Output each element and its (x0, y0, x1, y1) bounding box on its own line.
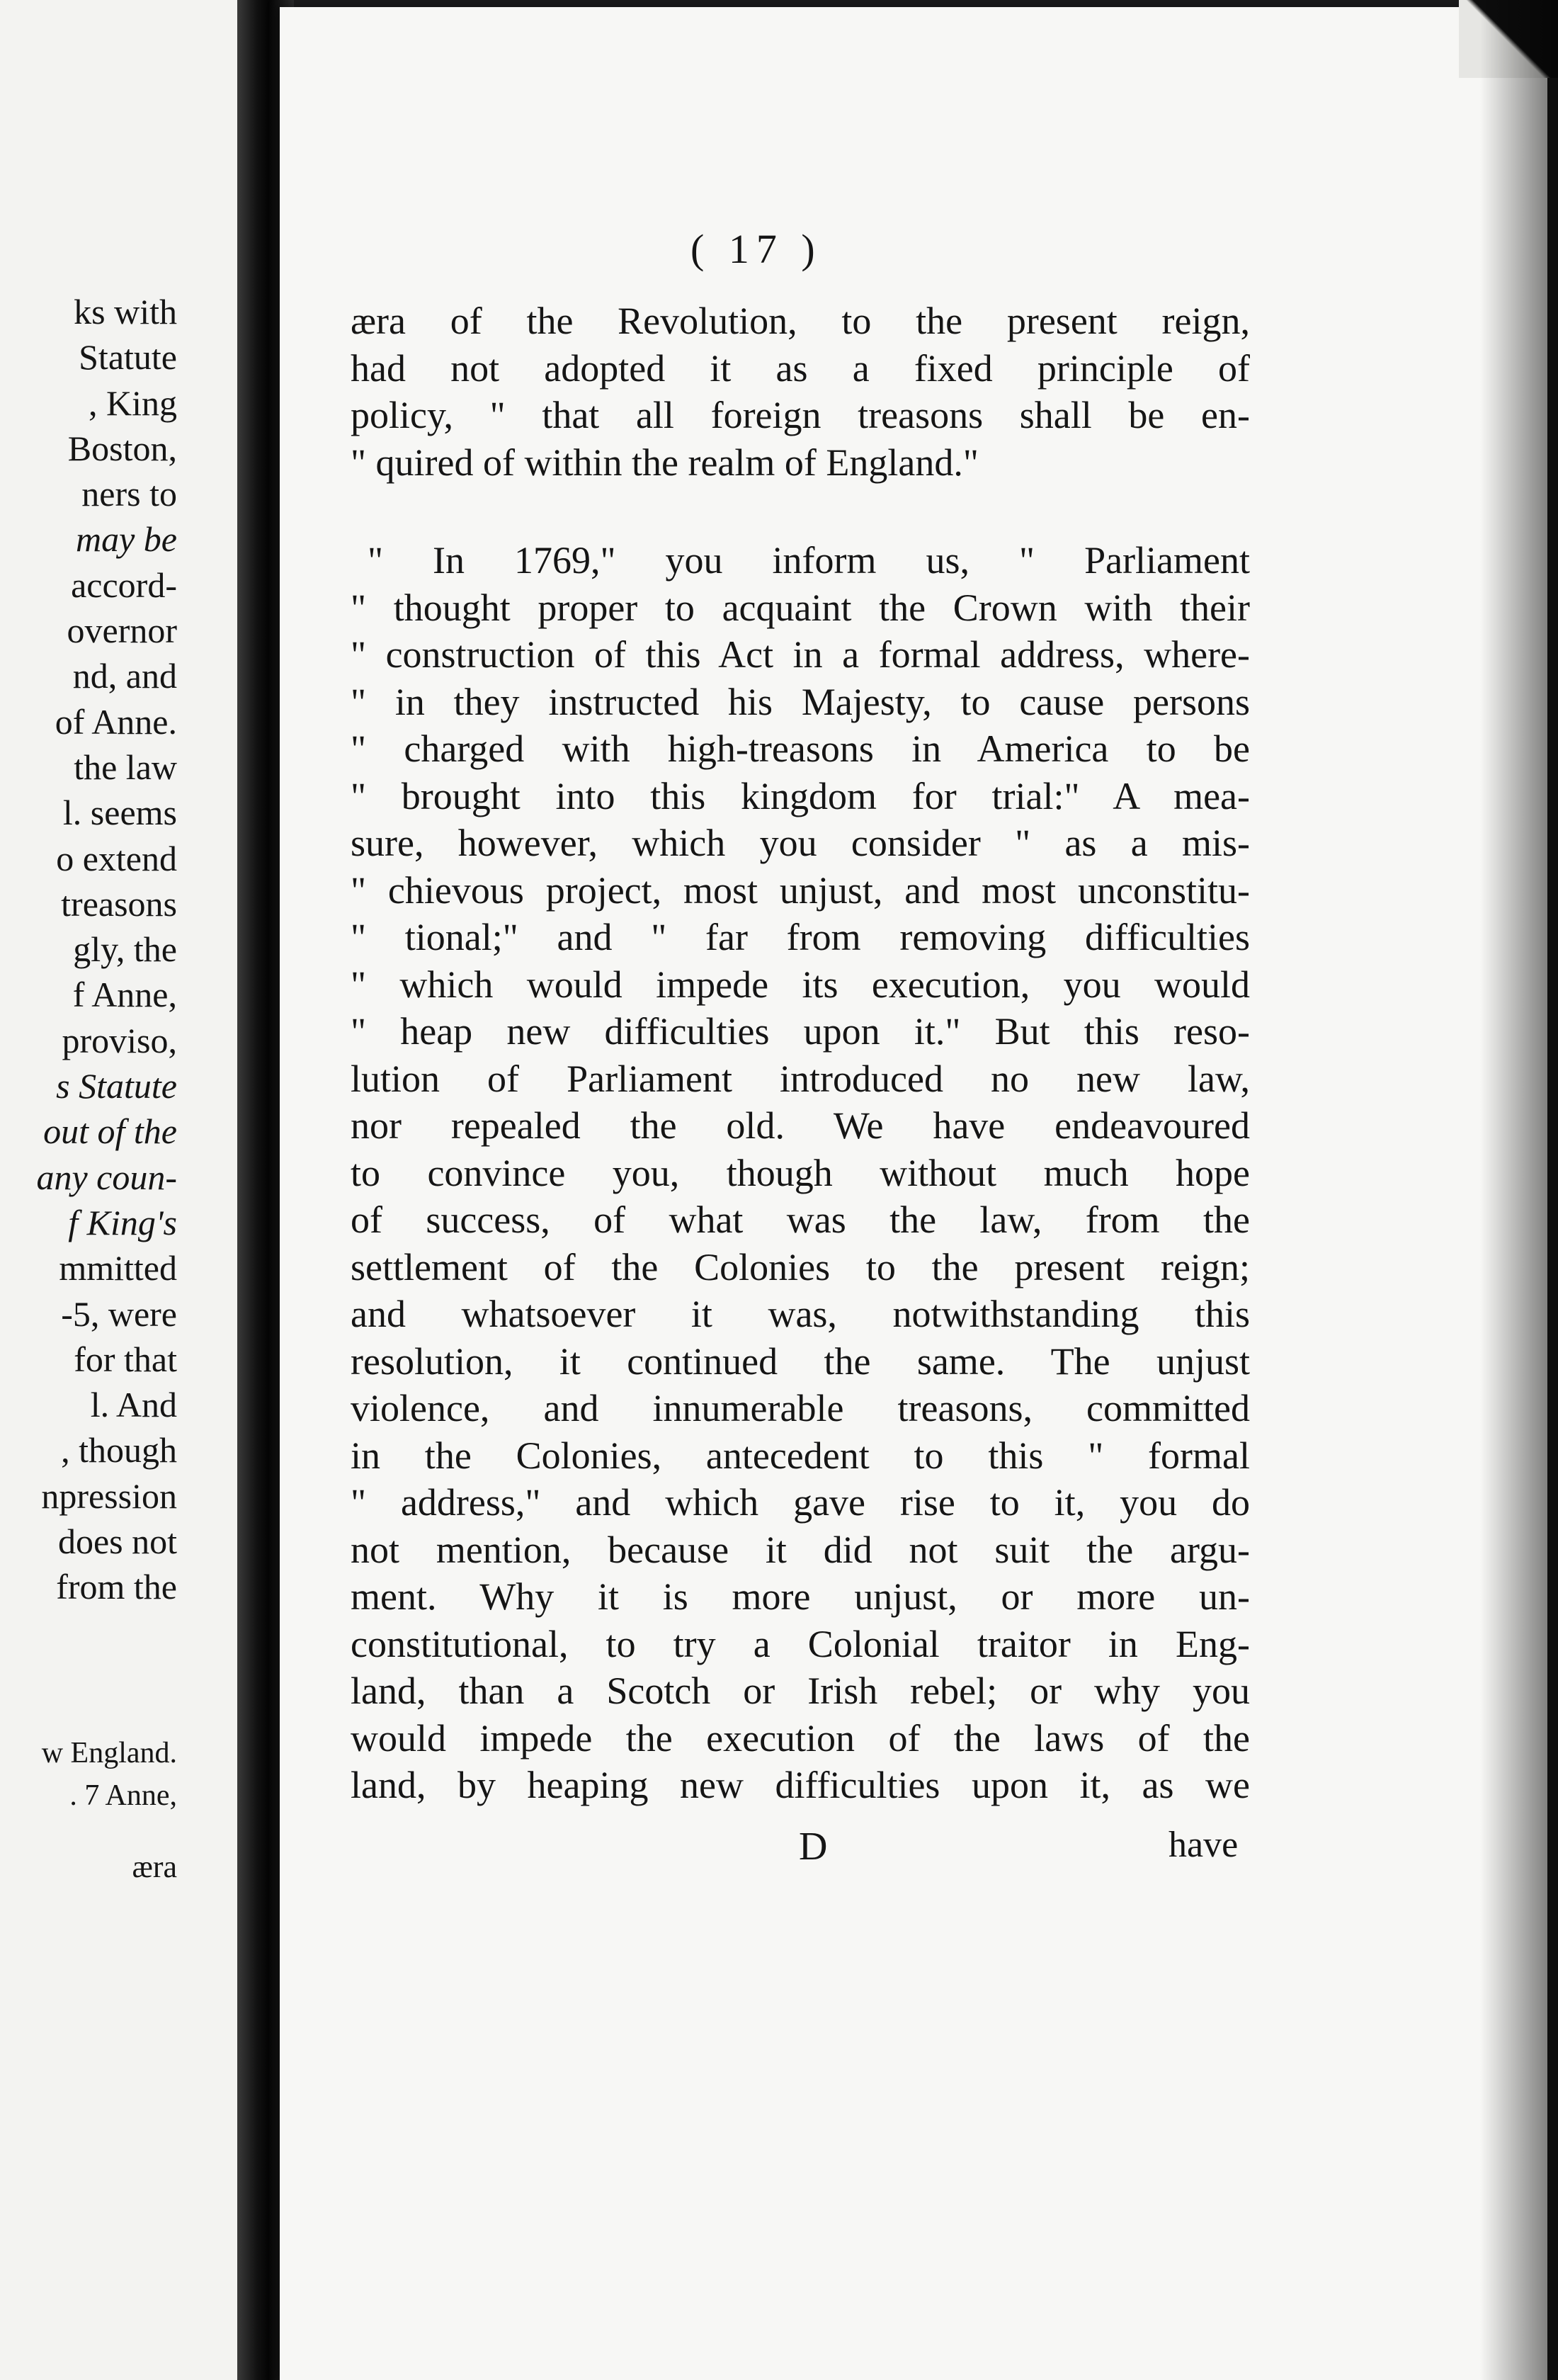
text-line: Statute (79, 337, 177, 378)
page-number: ( 17 ) (690, 226, 822, 272)
text-line: land, than a Scotch or Irish rebel; or why you (351, 1670, 1250, 1712)
text-line: accord- (71, 565, 177, 605)
text-line: ks with (74, 292, 177, 332)
text-line: would impede the execution of the laws of the (351, 1716, 1250, 1760)
footnote-line: w England. (41, 1737, 177, 1769)
text-line: and whatsoever it was, notwithstanding this (351, 1293, 1250, 1335)
text-line: overnor (67, 611, 177, 651)
signature-mark: D (799, 1825, 828, 1869)
text-line: had not adopted it as a fixed principle of (351, 346, 1250, 390)
left-page-footnotes (0, 1732, 177, 1817)
text-line: f Anne, (72, 975, 177, 1015)
text-line: , though (61, 1430, 177, 1470)
text-line (0, 1063, 177, 1109)
text-line (0, 1200, 177, 1245)
text-line: ment. Why it is more unjust, or more un- (351, 1575, 1250, 1618)
text-line: nd, and (72, 656, 177, 696)
text-line (0, 1155, 177, 1200)
text-line: Boston, (67, 428, 177, 468)
text-line: proviso, (62, 1020, 177, 1060)
text-line: npression (41, 1475, 177, 1516)
text-line (0, 1109, 177, 1154)
italic-text: s Statute (56, 1066, 177, 1106)
text-line: not mention, because it did not suit the argu- (351, 1528, 1250, 1571)
text-line: ners to (81, 474, 177, 514)
text-line: constitutional, to try a Colonial traitor in Eng- (351, 1622, 1250, 1665)
text-line: sure, however, which you consider " as a mis- (351, 822, 1250, 864)
text-line: lution of Parliament introduced no new law, (351, 1057, 1250, 1100)
text-line: " in they instructed his Majesty, to cause persons (351, 680, 1250, 723)
italic-text: may be (76, 519, 177, 560)
text-line: " thought proper to acquaint the Crown with their (351, 586, 1250, 629)
text-line: from the (56, 1567, 177, 1607)
page-body (351, 298, 1250, 1809)
text-line: " address," and which gave rise to it, you do (351, 1481, 1250, 1524)
text-line: l. seems (62, 793, 177, 833)
text-line: the law (74, 747, 177, 787)
text-line: " which would impede its execution, you would (351, 963, 1250, 1006)
text-line: in the Colonies, antecedent to this " formal (351, 1434, 1250, 1477)
text-line: -5, were (61, 1293, 177, 1334)
text-line: nor repealed the old. We have endeavoured (351, 1104, 1250, 1147)
text-line: " charged with high-treasons in America to be (351, 727, 1250, 770)
text-line: does not (57, 1522, 177, 1562)
text-line: " quired of within the realm of England." (351, 441, 979, 484)
text-line: of Anne. (55, 701, 177, 742)
left-catchword: æra (132, 1849, 177, 1884)
text-line: " tional;" and " far from removing difficulties (351, 916, 1250, 958)
text-line: gly, the (73, 929, 177, 970)
catchword: have (1168, 1825, 1239, 1865)
italic-text: any coun- (36, 1157, 177, 1197)
text-line: , King (89, 382, 177, 423)
text-line: of success, of what was the law, from the (351, 1198, 1250, 1241)
footnote-line: . 7 Anne, (69, 1779, 177, 1812)
left-page (0, 0, 237, 2380)
text-line: policy, " that all foreign treasons shall be en- (351, 394, 1250, 436)
text-line: " heap new difficulties upon it." But this reso- (351, 1010, 1250, 1053)
italic-text: f King's (68, 1202, 177, 1242)
text-line: " brought into this kingdom for trial:" A mea- (351, 774, 1250, 817)
text-line: settlement of the Colonies to the present reign; (351, 1245, 1250, 1288)
text-line: land, by heaping new difficulties upon it, as we (351, 1764, 1250, 1806)
text-line: l. And (90, 1385, 177, 1425)
left-page-text (0, 289, 177, 1610)
text-line: violence, and innumerable treasons, committed (351, 1387, 1250, 1429)
text-line: for that (74, 1339, 177, 1379)
text-line: o extend (56, 838, 177, 878)
text-line: " chievous project, most unjust, and most unconstitu- (351, 868, 1250, 912)
text-line: resolution, it continued the same. The unjust (351, 1339, 1250, 1383)
text-line: to convince you, though without much hope (351, 1151, 1250, 1194)
text-line: " In 1769," you inform us, " Parliament (368, 539, 1250, 582)
text-line (0, 516, 177, 562)
text-line: " construction of this Act in a formal address, where- (351, 633, 1250, 676)
text-line: æra of the Revolution, to the present reign, (351, 300, 1250, 342)
italic-text: out of the (43, 1111, 177, 1152)
folded-corner (1459, 0, 1558, 78)
paragraph-break (351, 486, 1250, 537)
text-line: treasons (61, 883, 177, 924)
text-line: mmitted (59, 1248, 177, 1288)
